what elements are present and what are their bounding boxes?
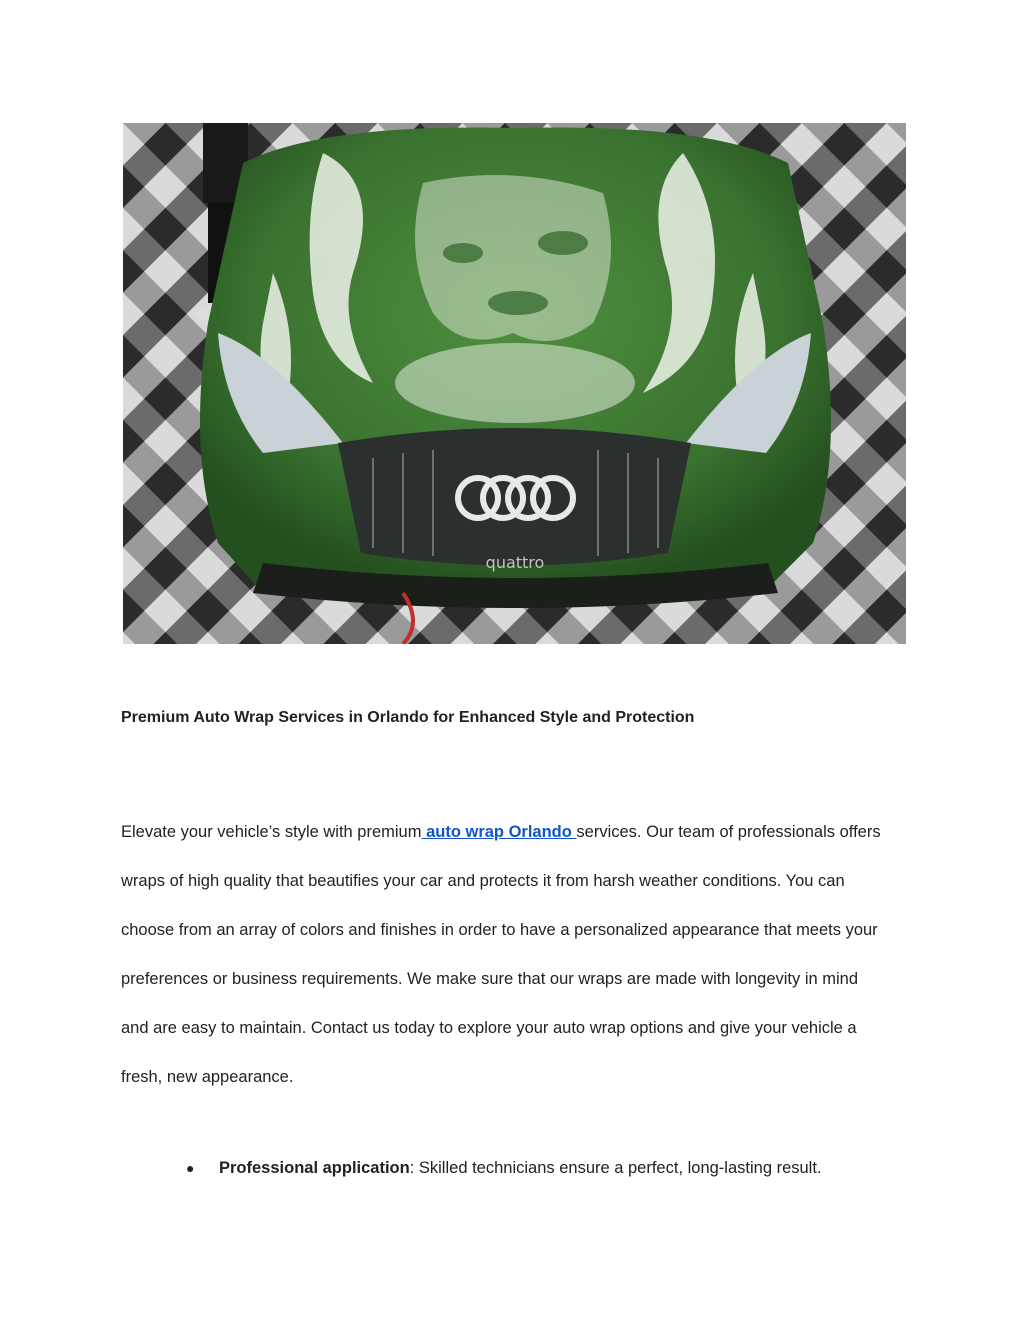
paragraph-line-6: fresh, new appearance.	[121, 1068, 294, 1086]
paragraph-text: services. Our team of professionals offers	[576, 823, 881, 841]
bullet-title: Professional application	[219, 1159, 410, 1177]
car-wrap-photo	[123, 123, 906, 644]
bullet-icon: ●	[186, 1160, 195, 1176]
paragraph-line-5: and are easy to maintain. Contact us today to explore your auto wrap options and give your vehicle a	[121, 1019, 857, 1037]
paragraph-line-4: preferences or business requirements. We make sure that our wraps are made with longevity in mind	[121, 970, 859, 988]
car-illustration	[123, 123, 906, 644]
bullet-text: : Skilled technicians ensure a perfect, long-lasting result.	[409, 1159, 822, 1177]
article-heading: Premium Auto Wrap Services in Orlando for Enhanced Style and Protection	[121, 709, 695, 726]
article-paragraph	[121, 808, 911, 1102]
auto-wrap-orlando-link[interactable]: auto wrap Orlando	[421, 823, 577, 841]
paragraph-line-2: wraps of high quality that beautifies your car and protects it from harsh weather conditions. You can	[121, 872, 845, 890]
paragraph-line-3: choose from an array of colors and finishes in order to have a personalized appearance that meets your	[121, 921, 878, 939]
list-item	[186, 1155, 906, 1181]
paragraph-line-1	[121, 808, 911, 857]
paragraph-text: Elevate your vehicle’s style with premium	[121, 823, 422, 841]
grille-badge: quattro	[485, 553, 545, 572]
